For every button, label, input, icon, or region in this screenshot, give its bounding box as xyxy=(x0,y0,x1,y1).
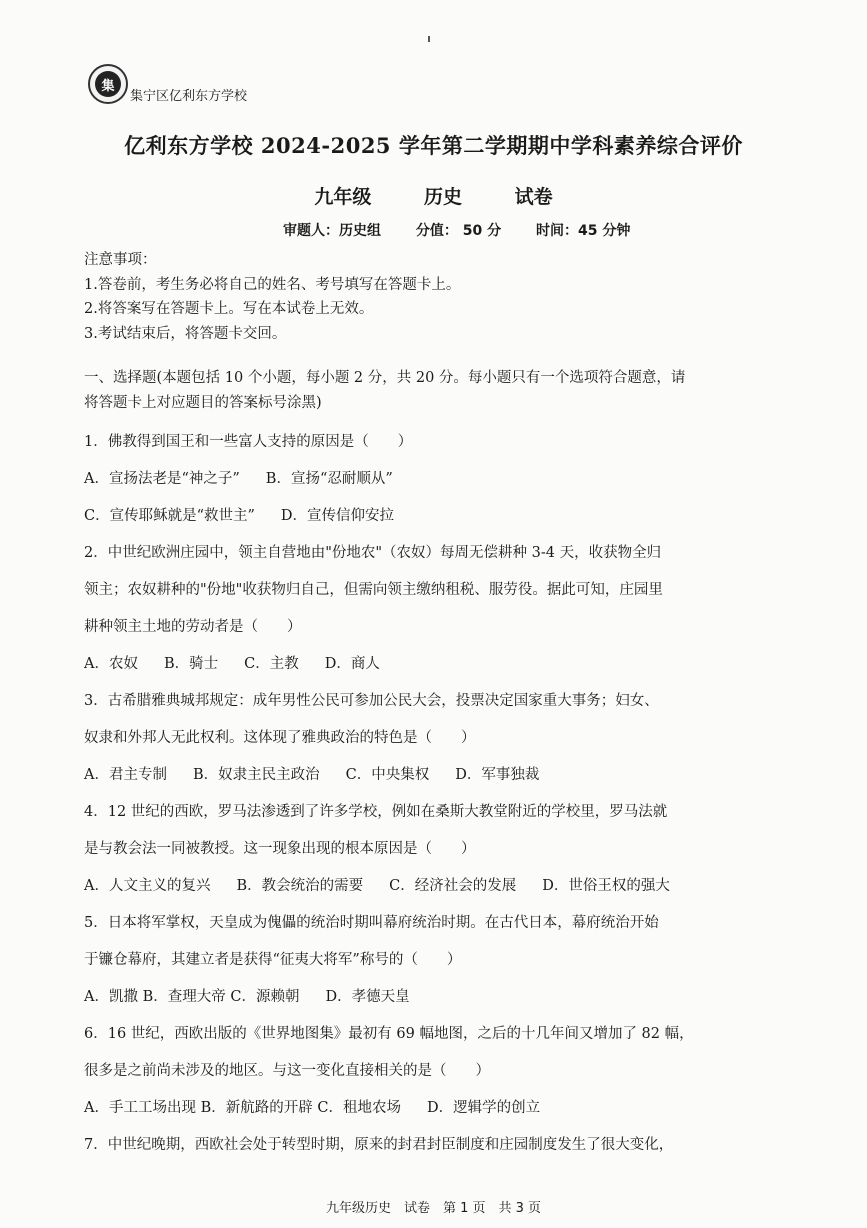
question-stem-line: 很多是之前尚未涉及的地区。与这一变化直接相关的是（ ） xyxy=(84,1063,490,1079)
answer-option: B．骑士 xyxy=(163,656,219,672)
notes-heading: 注意事项： xyxy=(84,252,157,268)
options-row xyxy=(84,757,734,794)
exam-subtitle xyxy=(0,182,867,209)
page-footer: 九年级历史 试卷 第 1 页 共 3 页 xyxy=(325,1201,542,1216)
question-stem-line: 3．古希腊雅典城邦规定：成年男性公民可参加公民大会，投票决定国家重大事务；妇女、 xyxy=(84,693,659,709)
school-name-small: 集宁区亿利东方学校 xyxy=(130,89,248,104)
reviewer-label: 审题人：历史组 xyxy=(283,223,381,239)
seal-letter: 集 xyxy=(95,71,121,97)
answer-option: D．世俗王权的强大 xyxy=(542,878,670,894)
answer-option: A．手工工场出现 B．新航路的开辟 C．租地农场 xyxy=(84,1100,401,1116)
question-stem-line: 耕种领主土地的劳动者是（ ） xyxy=(84,619,302,635)
school-seal-icon xyxy=(88,64,128,104)
answer-option: C．中央集权 xyxy=(345,767,430,783)
question-stem-line: 2．中世纪欧洲庄园中，领主自营地由"份地农"（农奴）每周无偿耕种 3-4 天，收获物全归 xyxy=(84,545,662,561)
section-heading xyxy=(84,366,734,416)
answer-option: B．奴隶主民主政治 xyxy=(192,767,320,783)
notes-block xyxy=(84,248,460,346)
question-stem-line: 奴隶和外邦人无此权利。这体现了雅典政治的特色是（ ） xyxy=(84,730,476,746)
exam-meta xyxy=(283,220,660,240)
question-list xyxy=(84,424,734,1164)
question-item xyxy=(84,1127,734,1164)
subtitle-type: 试卷 xyxy=(514,186,553,208)
options-row xyxy=(84,868,734,905)
options-row xyxy=(84,1090,734,1127)
answer-option: A．农奴 xyxy=(84,656,138,672)
question-stem-line: 于镰仓幕府，其建立者是获得“征夷大将军”称号的（ ） xyxy=(84,952,462,968)
answer-option: D．逻辑学的创立 xyxy=(426,1100,541,1116)
answer-option: A．人文主义的复兴 xyxy=(84,878,211,894)
options-row xyxy=(84,498,734,535)
answer-option: B．宣扬“忍耐顺从” xyxy=(265,471,393,487)
score-label: 分值： 50 分 xyxy=(415,223,502,239)
school-logo-block xyxy=(88,64,247,104)
answer-option: B．教会统治的需要 xyxy=(236,878,364,894)
question-stem-line: 7．中世纪晚期，西欧社会处于转型时期，原来的封君封臣制度和庄园制度发生了很大变化， xyxy=(84,1137,674,1153)
section-line: 一、选择题(本题包括 10 个小题，每小题 2 分，共 20 分。每小题只有一个选项符合题意，请 xyxy=(84,370,686,386)
question-stem-line: 领主；农奴耕种的"份地"收获物归自己，但需向领主缴纳租税、服劳役。据此可知，庄园里 xyxy=(84,582,663,598)
scan-mark xyxy=(428,36,430,42)
question-item xyxy=(84,424,734,535)
exam-title: 亿利东方学校 2024-2025 学年第二学期期中学科素养综合评价 xyxy=(124,133,743,158)
answer-option: A．凯撒 B．查理大帝 C．源赖朝 xyxy=(84,989,300,1005)
question-stem-line: 5．日本将军掌权，天皇成为傀儡的统治时期叫幕府统治时期。在古代日本，幕府统治开始 xyxy=(84,915,659,931)
answer-option: C．经济社会的发展 xyxy=(389,878,517,894)
options-row xyxy=(84,461,734,498)
options-row xyxy=(84,979,734,1016)
question-stem-line: 1．佛教得到国王和一些富人支持的原因是（ ） xyxy=(84,434,413,450)
subtitle-grade: 九年级 xyxy=(314,186,372,208)
question-stem-line: 是与教会法一同被教授。这一现象出现的根本原因是（ ） xyxy=(84,841,476,857)
answer-option: D．孝德天皇 xyxy=(325,989,410,1005)
subtitle-subject: 历史 xyxy=(423,186,462,208)
answer-option: A．君主专制 xyxy=(84,767,167,783)
question-item xyxy=(84,905,734,1016)
answer-option: D．商人 xyxy=(324,656,380,672)
question-item xyxy=(84,1016,734,1127)
answer-option: A．宣扬法老是“神之子” xyxy=(84,471,240,487)
question-stem-line: 6．16 世纪，西欧出版的《世界地图集》最初有 69 幅地图，之后的十几年间又增加了 82 幅， xyxy=(84,1026,694,1042)
answer-option: D．宣传信仰安拉 xyxy=(280,508,395,524)
notes-item: 2.将答案写在答题卡上。写在本试卷上无效。 xyxy=(84,301,374,317)
question-stem-line: 4．12 世纪的西欧，罗马法渗透到了许多学校，例如在桑斯大教堂附近的学校里，罗马法就 xyxy=(84,804,668,820)
notes-item: 1.答卷前，考生务必将自己的姓名、考号填写在答题卡上。 xyxy=(84,276,461,293)
time-label: 时间：45 分钟 xyxy=(535,223,631,239)
options-row xyxy=(84,646,734,683)
question-item xyxy=(84,535,734,683)
question-item xyxy=(84,794,734,905)
answer-option: C．宣传耶稣就是“救世主” xyxy=(84,508,255,524)
question-item xyxy=(84,683,734,794)
notes-item: 3.考试结束后，将答题卡交回。 xyxy=(84,325,287,342)
section-line: 将答题卡上对应题目的答案标号涂黑) xyxy=(84,395,322,411)
answer-option: D．军事独裁 xyxy=(455,767,540,783)
answer-option: C．主教 xyxy=(244,656,299,672)
